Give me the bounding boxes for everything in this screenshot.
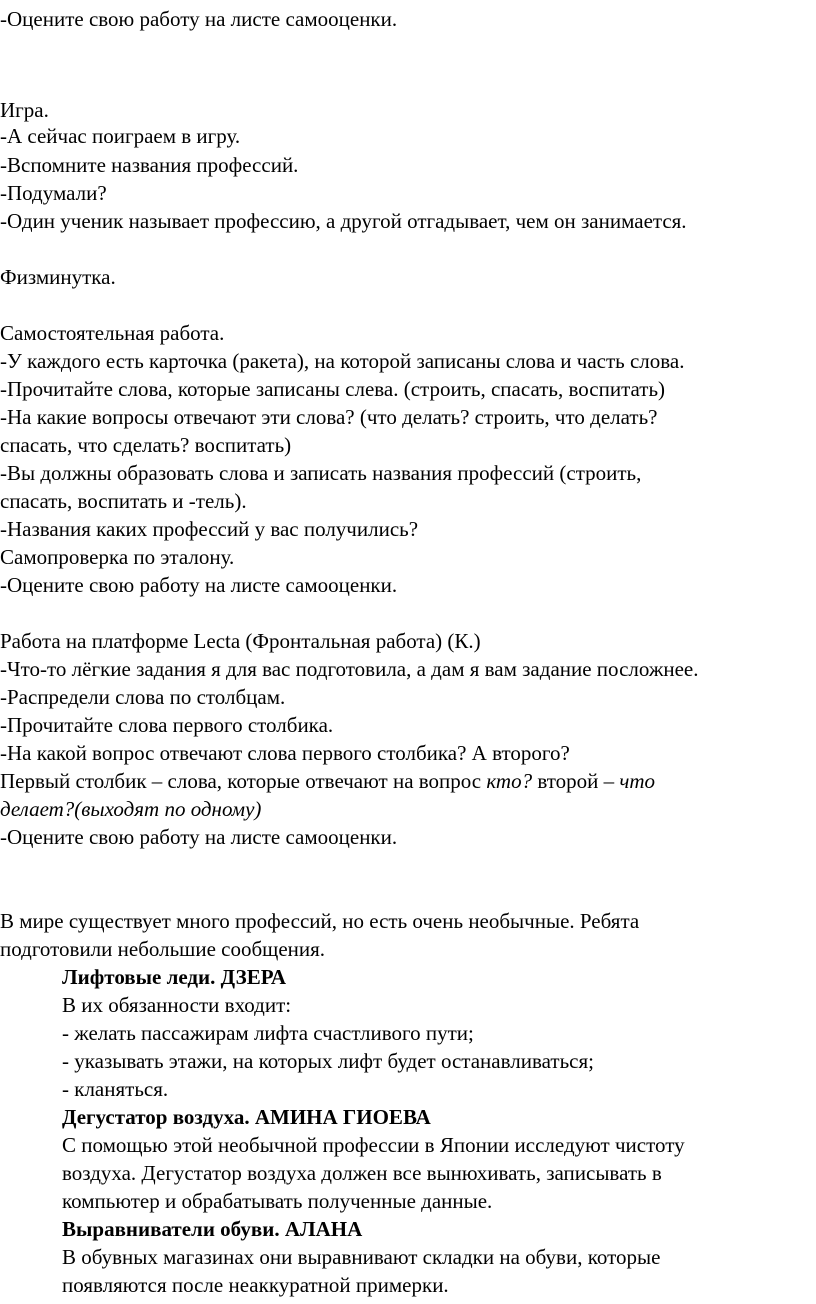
text-run: Первый столбик – слова, которые отвечают на вопрос (0, 769, 487, 793)
text-line: -Прочитайте слова первого столбика. (0, 713, 334, 737)
text-run: второй – (532, 769, 620, 793)
list-item: - желать пассажирам лифта счастливого пути; (62, 1021, 474, 1045)
profession-heading: Дегустатор воздуха. АМИНА ГИОЕВА (62, 1105, 431, 1129)
text-line: компьютер и обрабатывать полученные данные. (62, 1189, 493, 1213)
text-line: спасать, воспитать и -тель). (0, 489, 247, 513)
list-item: - указывать этажи, на которых лифт будет останавливаться; (62, 1049, 594, 1073)
text-line: В обувных магазинах они выравнивают складки на обуви, которые (62, 1245, 661, 1269)
text-line: спасать, что сделать? воспитать) (0, 433, 292, 457)
text-line: -Оцените свою работу на листе самооценки. (0, 573, 398, 597)
text-line: -У каждого есть карточка (ракета), на которой записаны слова и часть слова. (0, 349, 685, 373)
text-line: -А сейчас поиграем в игру. (0, 124, 241, 148)
text-line: -Один ученик называет профессию, а другой отгадывает, чем он занимается. (0, 209, 687, 233)
italic-line: делает?(выходят по одному) (0, 797, 262, 821)
text-line: -Что-то лёгкие задания я для вас подготовила, а дам я вам задание посложнее. (0, 657, 699, 681)
text-line: -Вы должны образовать слова и записать названия профессий (строить, (0, 461, 642, 485)
italic-run: что (619, 769, 656, 793)
text-line: -На какой вопрос отвечают слова первого столбика? А второго? (0, 741, 570, 765)
section-heading: Работа на платформе Lecta (Фронтальная работа) (К.) (0, 629, 481, 653)
text-line: подготовили небольшие сообщения. (0, 937, 326, 961)
profession-heading: Выравниватели обуви. АЛАНА (62, 1217, 363, 1241)
list-item: - кланяться. (62, 1077, 169, 1101)
text-line: -Вспомните названия профессий. (0, 153, 299, 177)
text-line: Самопроверка по эталону. (0, 545, 235, 569)
text-line: воздуха. Дегустатор воздуха должен все вынюхивать, записывать в (62, 1161, 662, 1185)
text-line: В их обязанности входит: (62, 993, 292, 1017)
text-line: -Оцените свою работу на листе самооценки. (0, 825, 398, 849)
text-line: -Распредели слова по столбцам. (0, 685, 286, 709)
text-line: -На какие вопросы отвечают эти слова? (что делать? строить, что делать? (0, 405, 658, 429)
text-line: С помощью этой необычной профессии в Японии исследуют чистоту (62, 1133, 685, 1157)
text-line: -Названия каких профессий у вас получились? (0, 517, 419, 541)
text-line: -Оцените свою работу на листе самооценки. (0, 7, 398, 31)
text-line: -Прочитайте слова, которые записаны слева. (строить, спасать, воспитать) (0, 377, 666, 401)
section-heading: Игра. (0, 98, 49, 122)
text-line: -Подумали? (0, 181, 107, 205)
section-heading: Физминутка. (0, 265, 116, 289)
section-heading: Самостоятельная работа. (0, 321, 225, 345)
text-line: появляются после неаккуратной примерки. (62, 1273, 449, 1297)
text-line: В мире существует много профессий, но есть очень необычные. Ребята (0, 909, 640, 933)
italic-run: кто? (486, 769, 533, 793)
text-line (0, 768, 655, 794)
profession-heading: Лифтовые леди. ДЗЕРА (62, 965, 287, 989)
